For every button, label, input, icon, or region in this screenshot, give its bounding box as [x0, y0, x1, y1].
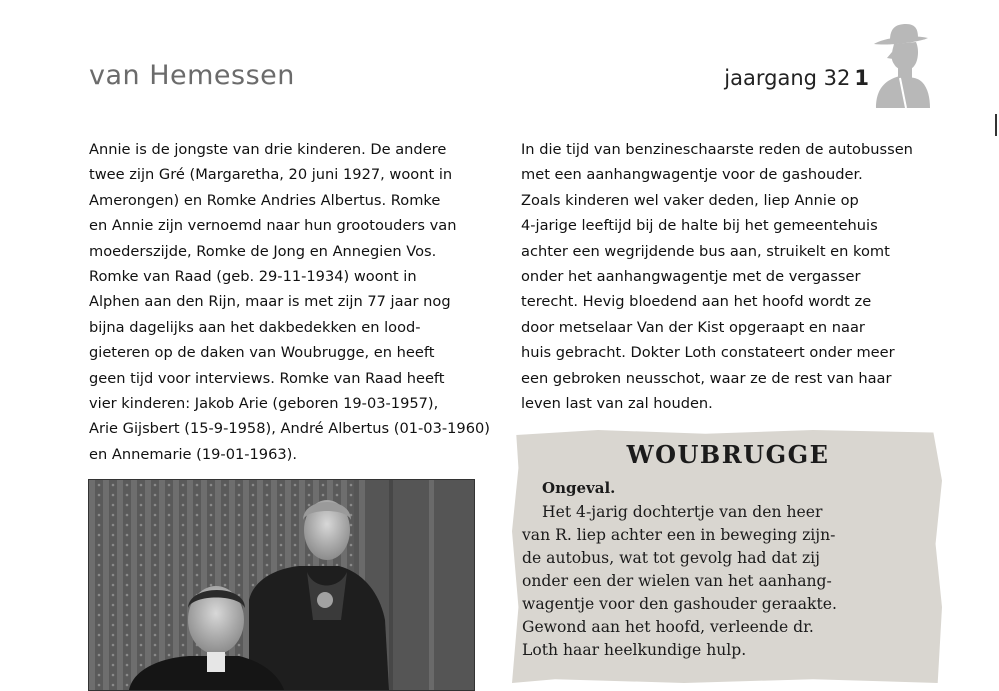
- clipping-title: WOUBRUGGE: [626, 440, 830, 469]
- text-line: In die tijd van benzineschaarste reden de autobussen: [521, 141, 913, 158]
- text-line: huis gebracht. Dokter Loth constateert onder meer: [521, 344, 895, 362]
- text-line: met een aanhangwagentje voor de gashouder.: [521, 166, 863, 184]
- text-line: achter een wegrijdende bus aan, struikelt en komt: [521, 242, 890, 260]
- clipping-line: wagentje voor den gashouder geraakte.: [522, 595, 837, 613]
- text-line: en Annemarie (19-01-1963).: [89, 445, 297, 463]
- left-column-text: [89, 137, 490, 467]
- text-line: gieteren op de daken van Woubrugge, en heeft: [89, 344, 435, 362]
- text-line: Zoals kinderen wel vaker deden, liep Annie op: [521, 191, 859, 209]
- clipping-line: Het 4-jarig dochtertje van den heer: [542, 503, 823, 521]
- text-line: geen tijd voor interviews. Romke van Raad heeft: [89, 369, 445, 387]
- text-line: door metselaar Van der Kist opgeraapt en naar: [521, 318, 865, 336]
- text-line: Annie is de jongste van drie kinderen. De andere: [89, 141, 447, 158]
- text-line: en Annie zijn vernoemd naar hun grootouders van: [89, 217, 457, 235]
- text-line: bijna dagelijks aan het dakbedekken en lood-: [89, 318, 421, 336]
- text-line: moederszijde, Romke de Jong en Annegien Vos.: [89, 242, 437, 260]
- volume-text: jaargang 32: [724, 66, 851, 90]
- text-line: 4-jarige leeftijd bij de halte bij het gemeentehuis: [521, 217, 878, 235]
- clipping-line: onder een der wielen van het aanhang-: [522, 572, 832, 590]
- text-line: Arie Gijsbert (15-9-1958), André Albertus (01-03-1960): [89, 420, 490, 438]
- photo-image: [89, 480, 474, 690]
- clipping-line: van R. liep achter een in beweging zijn-: [522, 526, 836, 544]
- text-line: een gebroken neusschot, waar ze de rest van haar: [521, 369, 892, 387]
- text-line: onder het aanhangwagentje met de vergasser: [521, 268, 861, 286]
- issue-number: 1: [854, 66, 869, 90]
- family-name-heading: van Hemessen: [89, 60, 295, 91]
- text-line: Amerongen) en Romke Andries Albertus. Romke: [89, 191, 441, 209]
- text-line: Alphen aan den Rijn, maar is met zijn 77 jaar nog: [89, 293, 451, 311]
- newspaper-clipping: [512, 430, 942, 683]
- clipping-line: de autobus, wat tot gevolg had dat zij: [522, 549, 821, 567]
- man-silhouette-icon: [870, 22, 932, 108]
- clipping-text: [522, 438, 934, 662]
- clipping-line: Gewond aan het hoofd, verleende dr.: [522, 618, 814, 636]
- text-line: leven last van zal houden.: [521, 395, 713, 413]
- clipping-subtitle: Ongeval.: [542, 479, 616, 497]
- family-photo: [88, 479, 475, 691]
- volume-label: [724, 66, 869, 90]
- text-line: twee zijn Gré (Margaretha, 20 juni 1927, woont in: [89, 166, 453, 184]
- text-line: Romke van Raad (geb. 29-11-1934) woont in: [89, 268, 417, 286]
- clipping-line: Loth haar heelkundige hulp.: [522, 641, 747, 659]
- text-line: vier kinderen: Jakob Arie (geboren 19-03-1957),: [89, 395, 439, 413]
- text-line: terecht. Hevig bloedend aan het hoofd wordt ze: [521, 293, 872, 311]
- right-column-text: [521, 137, 911, 416]
- text-cursor: [995, 114, 997, 136]
